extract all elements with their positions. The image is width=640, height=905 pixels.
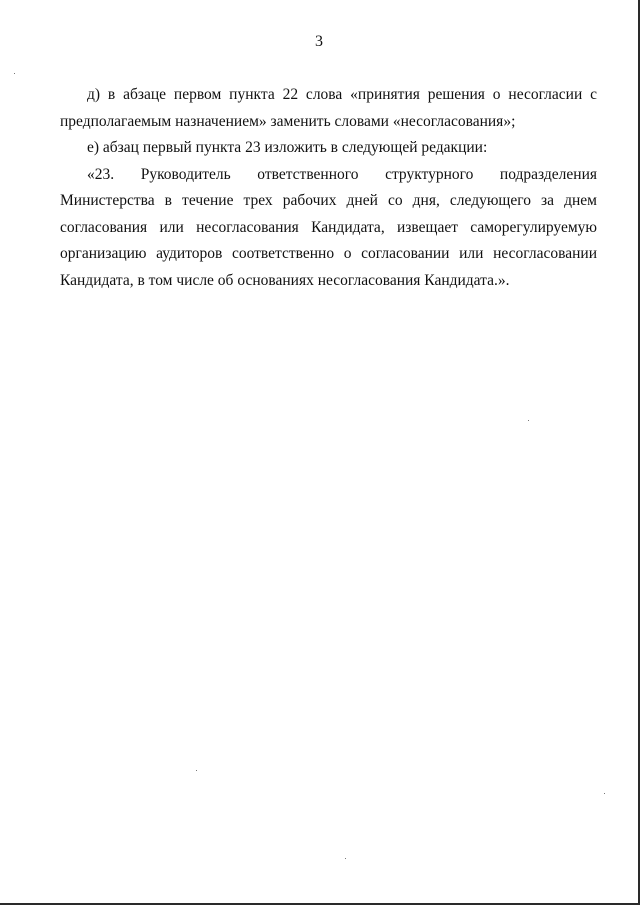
paragraph-item-d: д) в абзаце первом пункта 22 слова «принятия решения о несогласии с предполагаемым назначением» заменить словами «несогласования»;	[60, 86, 597, 130]
scan-speck	[604, 793, 605, 794]
page-number: 3	[315, 33, 323, 50]
paragraph-item-e: е) абзац первый пункта 23 изложить в следующей редакции:	[87, 139, 488, 156]
scan-speck	[196, 770, 197, 771]
scan-speck	[528, 420, 529, 421]
scan-speck	[14, 73, 15, 74]
document-body	[60, 82, 597, 294]
scan-speck	[345, 858, 346, 859]
paragraph-point-23: «23. Руководитель ответственного структурного подразделения Министерства в течение трех рабочих дней со дня, следующего за днем согласования или несогласования Кандидата, извещает саморегулируемую организацию аудиторов соответственно о согласовании или несогласовании Кандидата, в том числе об основаниях несогласования Кандидата.».	[60, 165, 597, 289]
